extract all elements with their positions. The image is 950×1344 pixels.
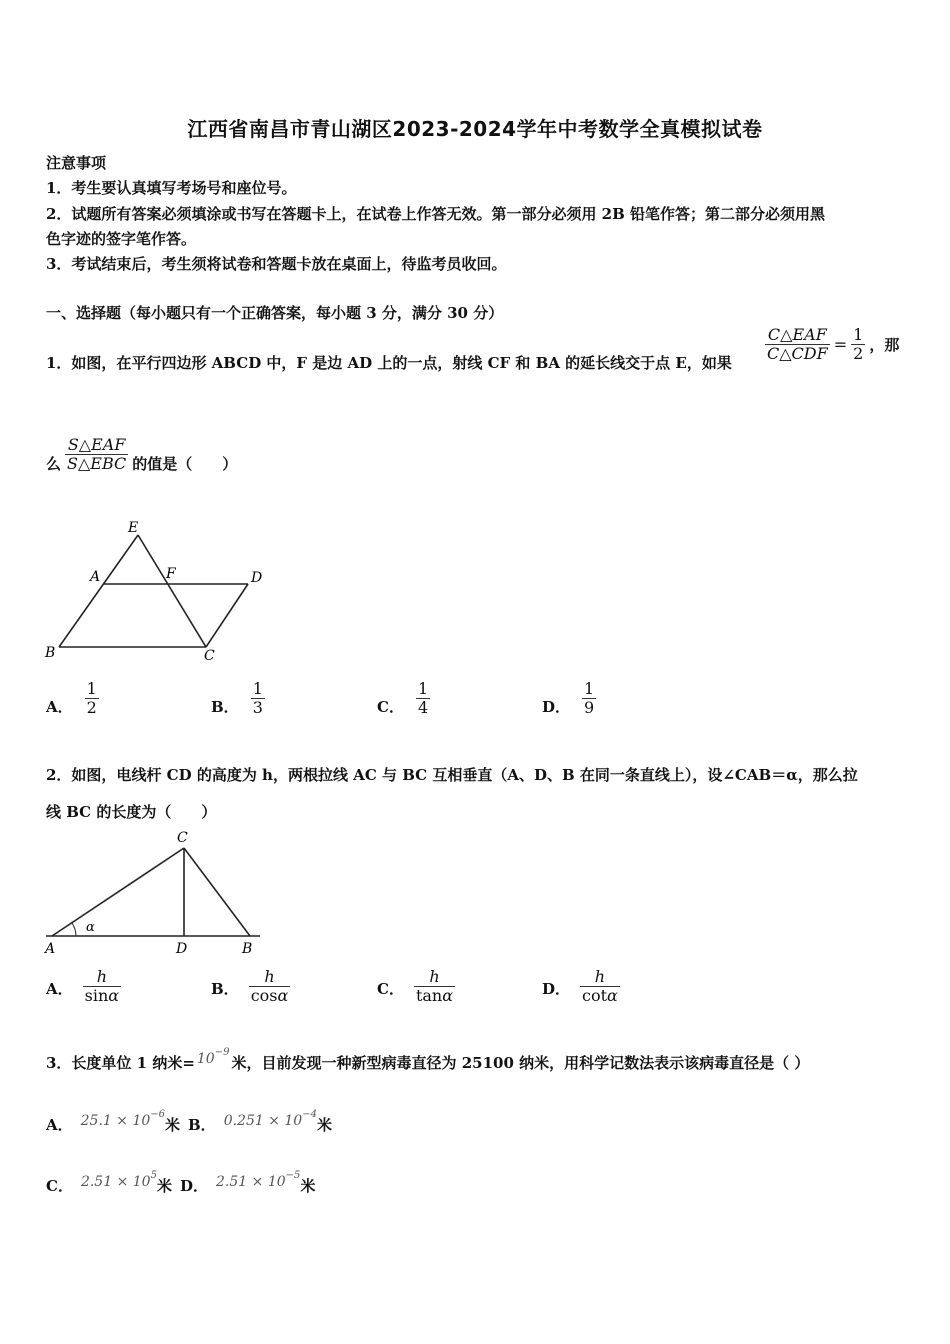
q1-option-a-value <box>85 680 99 718</box>
notice-heading: 注意事项 <box>46 154 107 172</box>
notice-item-2-cont: 色字迹的签字笔作答。 <box>46 230 197 248</box>
q3-option-b[interactable] <box>188 1109 332 1135</box>
q2-option-b-value <box>249 968 291 1006</box>
q3-option-d-label: D． <box>180 1177 209 1195</box>
q1-line2 <box>46 436 237 474</box>
q2-label-C: C <box>177 830 188 846</box>
q1-option-a-den: 2 <box>86 698 97 718</box>
q2-label-alpha: α <box>86 920 95 935</box>
q3-unit-expression <box>197 1047 230 1067</box>
q1-option-a[interactable] <box>46 680 99 718</box>
q1-option-a-label: A． <box>46 698 73 717</box>
q1-area-numerator: S△EAF <box>67 435 126 454</box>
q3-option-c[interactable] <box>46 1170 172 1196</box>
q3-option-a-mantissa: 25.1 × 10 <box>80 1113 151 1129</box>
q2-option-a-fn: sin <box>84 986 109 1006</box>
q3-text <box>46 1047 810 1073</box>
q1-option-d-value <box>582 680 596 718</box>
q1-ratio-denominator: C△CDF <box>767 344 828 364</box>
q1-option-d-num: 1 <box>584 679 595 698</box>
q2-option-c-label: C． <box>377 980 404 999</box>
q2-option-b-label: B． <box>211 980 239 999</box>
q1-ratio-numerator: C△EAF <box>767 325 827 344</box>
q3-option-a-value <box>81 1109 165 1129</box>
q1-area-denominator: S△EBC <box>67 454 127 474</box>
q1-option-c[interactable] <box>377 680 430 718</box>
q1-option-d-den: 9 <box>584 698 595 718</box>
q2-text-line1: 2．如图，电线杆 CD 的高度为 h，两根拉线 AC 与 BC 互相垂直（A、D、B 在同一条直线上），设∠CAB＝α，那么拉 <box>46 766 858 784</box>
q2-option-b-fn: cos <box>250 986 278 1006</box>
q2-angle-arc <box>72 923 76 936</box>
q1-tail: ，那 <box>869 336 900 355</box>
q1-label-D: D <box>251 570 263 586</box>
q2-label-B: B <box>242 941 253 957</box>
q1-text: 1．如图，在平行四边形 ABCD 中，F 是边 AD 上的一点，射线 CF 和 BA 的延长线交于点 E，如果 <box>46 354 732 372</box>
q3-option-c-label: C． <box>46 1177 73 1195</box>
q2-option-d-fn: cot <box>582 986 608 1006</box>
q2-option-c[interactable] <box>377 968 455 1006</box>
q3-unit-base: 10 <box>196 1051 215 1067</box>
q1-option-b[interactable] <box>211 680 265 718</box>
q2-option-c-value <box>414 968 455 1006</box>
q2-option-b[interactable] <box>211 968 290 1006</box>
q2-option-a-value <box>83 968 121 1006</box>
q3-option-b-unit: 米 <box>316 1116 332 1134</box>
q1-area-fraction <box>65 436 128 474</box>
q2-option-d-var: α <box>607 986 618 1006</box>
q1-option-c-den: 4 <box>417 698 429 718</box>
q3-text-post: 米，目前发现一种新型病毒直径为 25100 纳米，用科学记数法表示该病毒直径是（ ） <box>231 1054 810 1072</box>
q2-option-d-value <box>580 968 620 1006</box>
q1-option-b-label: B． <box>211 698 239 717</box>
q2-option-a-label: A． <box>46 980 73 999</box>
notice-item-2: 2．试题所有答案必须填涂或书写在答题卡上，在试卷上作答无效。第一部分必须用 2B 铅笔作答；第二部分必须用黑 <box>46 205 826 223</box>
q1-ratio-value-den: 2 <box>853 344 864 364</box>
q1-label-C: C <box>204 648 215 664</box>
q3-text-pre: 3．长度单位 1 纳米= <box>46 1054 195 1072</box>
q1-option-c-num: 1 <box>417 679 429 698</box>
q2-option-a[interactable] <box>46 968 121 1006</box>
q1-label-A: A <box>90 569 101 585</box>
q3-option-d-exponent: −5 <box>285 1170 301 1181</box>
q3-option-a[interactable] <box>46 1109 181 1135</box>
q2-option-a-var: α <box>108 986 120 1006</box>
q3-option-d-value <box>216 1170 300 1190</box>
q1-equals: = <box>833 335 848 355</box>
q1-parallelogram-figure <box>42 516 272 664</box>
q3-option-d-unit: 米 <box>300 1177 316 1195</box>
q1-label-E: E <box>128 520 139 536</box>
q2-text-line2: 线 BC 的长度为（ ） <box>46 803 217 821</box>
q3-option-b-exponent: −4 <box>302 1109 317 1120</box>
q2-wire-BC <box>184 848 250 936</box>
q1-option-b-num: 1 <box>252 679 263 698</box>
q3-option-c-exponent: 5 <box>150 1170 157 1181</box>
q1-perimeter-fraction <box>765 326 830 364</box>
q3-option-a-label: A． <box>46 1116 73 1134</box>
q1-label-B: B <box>45 645 56 661</box>
q3-option-d-mantissa: 2.51 × 10 <box>216 1174 286 1190</box>
q1-line2-post: 的值是（ ） <box>132 454 238 473</box>
q1-ratio-value-num: 1 <box>853 325 864 344</box>
q1-option-b-value <box>251 680 265 718</box>
notice-item-3: 3．考试结束后，考生须将试卷和答题卡放在桌面上，待监考员收回。 <box>46 255 507 273</box>
q2-option-d-num: h <box>594 967 606 986</box>
q2-option-c-var: α <box>442 986 454 1006</box>
q3-option-b-mantissa: 0.251 × 10 <box>223 1113 303 1129</box>
q3-option-c-unit: 米 <box>156 1177 172 1195</box>
q2-option-d[interactable] <box>542 968 620 1006</box>
q2-wire-AC <box>52 848 184 936</box>
q2-option-c-num: h <box>429 967 440 986</box>
q3-option-d[interactable] <box>180 1170 316 1196</box>
q2-option-c-fn: tan <box>415 986 443 1006</box>
q1-option-a-num: 1 <box>86 679 97 698</box>
q3-option-a-exponent: −6 <box>150 1109 166 1120</box>
notice-item-1: 1．考生要认真填写考场号和座位号。 <box>46 179 297 197</box>
q1-label-F: F <box>166 566 176 582</box>
q1-option-d-label: D． <box>542 698 571 717</box>
q3-option-c-mantissa: 2.51 × 10 <box>80 1174 151 1190</box>
q3-unit-exponent: −9 <box>214 1047 230 1058</box>
q2-option-b-num: h <box>264 967 275 986</box>
q2-label-D: D <box>176 941 188 957</box>
q1-option-c-label: C． <box>377 698 404 717</box>
q1-option-d[interactable] <box>542 680 596 718</box>
q2-pole-figure <box>42 826 264 958</box>
q2-label-A: A <box>45 941 56 957</box>
q1-ratio-value <box>851 326 865 364</box>
q3-option-b-value <box>224 1109 317 1129</box>
q3-option-a-unit: 米 <box>165 1116 181 1134</box>
section-heading: 一、选择题（每小题只有一个正确答案，每小题 3 分，满分 30 分） <box>46 304 504 322</box>
q2-option-d-label: D． <box>542 980 571 999</box>
page-title: 江西省南昌市青山湖区2023-2024学年中考数学全真模拟试卷 <box>187 117 763 141</box>
q1-option-c-value <box>416 680 430 718</box>
q2-option-a-num: h <box>96 967 108 986</box>
q1-option-b-den: 3 <box>252 698 263 718</box>
q1-perimeter-ratio <box>765 326 899 364</box>
q3-option-c-value <box>81 1170 157 1190</box>
q3-option-b-label: B． <box>188 1116 216 1134</box>
q2-option-b-var: α <box>277 986 289 1006</box>
q1-line2-pre: 么 <box>46 454 62 473</box>
